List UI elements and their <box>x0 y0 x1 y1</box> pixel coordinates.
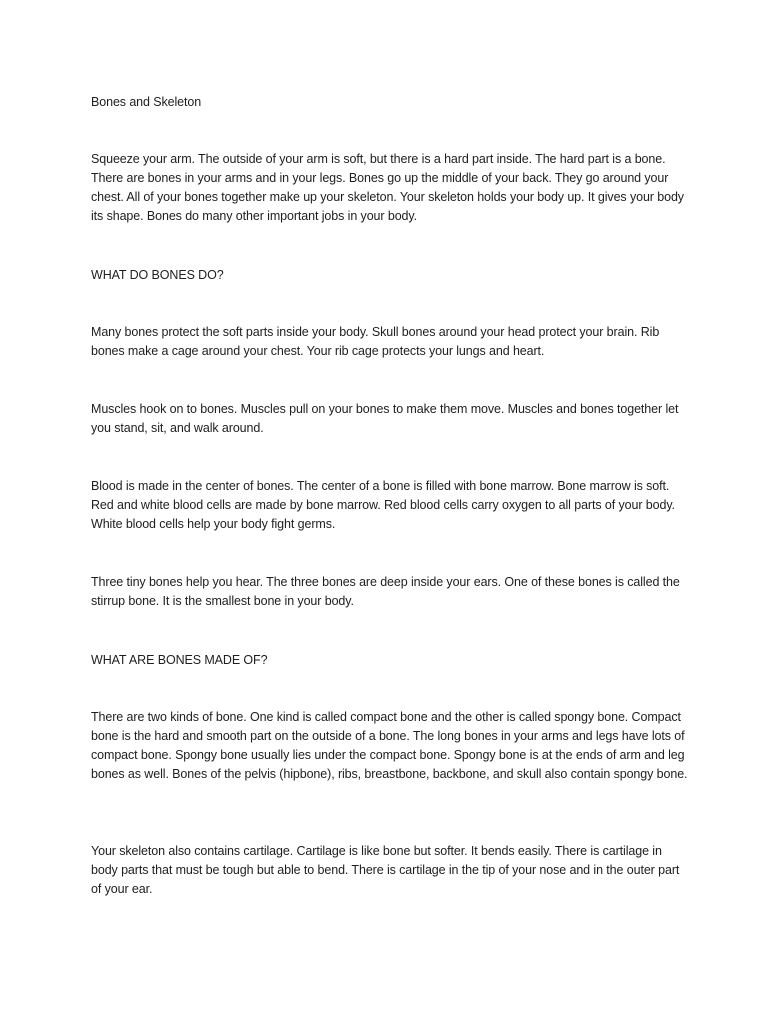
document-title: Bones and Skeleton <box>91 95 202 109</box>
section-heading-what-do-bones-do: WHAT DO BONES DO? <box>91 268 224 282</box>
paragraph-hearing: Three tiny bones help you hear. The three bones are deep inside your ears. One of these bones is called the stirrup bone. It is the smallest bone in your body. <box>91 575 680 608</box>
intro-paragraph: Squeeze your arm. The outside of your arm is soft, but there is a hard part inside. The hard part is a bone. There are bones in your arms and in your legs. Bones go up the middle of your back. They go around your chest. All of your bones together make up your skeleton. Your skeleton holds your body up. It gives your body its shape. Bones do many other important jobs in your body. <box>91 152 684 223</box>
paragraph-cartilage: Your skeleton also contains cartilage. Cartilage is like bone but softer. It bends easily. There is cartilage in body parts that must be tough but able to bend. There is cartilage in the tip of your nose and in the outer part of your ear. <box>91 844 680 896</box>
paragraph-blood: Blood is made in the center of bones. The center of a bone is filled with bone marrow. Bone marrow is soft. Red and white blood cells are made by bone marrow. Red blood cells carry oxygen to all parts of your body. White blood cells help your body fight germs. <box>91 479 675 531</box>
paragraph-kinds-of-bone: There are two kinds of bone. One kind is called compact bone and the other is called spongy bone. Compact bone is the hard and smooth part on the outside of a bone. The long bones in your arms and legs have lots of compact bone. Spongy bone usually lies under the compact bone. Spongy bone is at the ends of arm and leg bones as well. Bones of the pelvis (hipbone), ribs, breastbone, backbone, and skull also contain spongy bone. <box>91 710 688 781</box>
section-heading-what-are-bones-made-of: WHAT ARE BONES MADE OF? <box>91 653 268 667</box>
paragraph-muscles: Muscles hook on to bones. Muscles pull on your bones to make them move. Muscles and bones together let you stand, sit, and walk around. <box>91 402 679 435</box>
paragraph-protect: Many bones protect the soft parts inside your body. Skull bones around your head protect your brain. Rib bones make a cage around your chest. Your rib cage protects your lungs and heart. <box>91 325 660 358</box>
